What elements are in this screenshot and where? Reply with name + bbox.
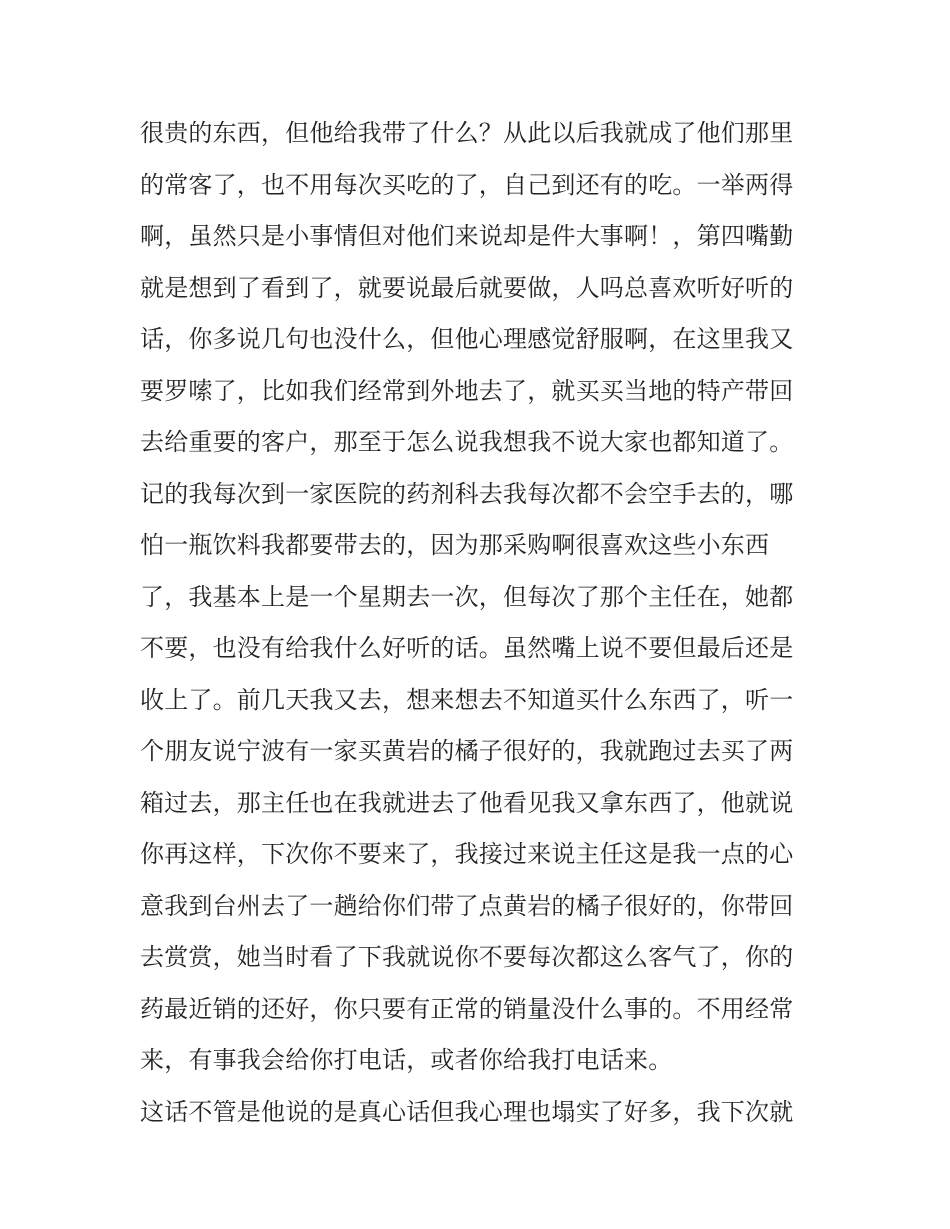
text-line: 啊，虽然只是小事情但对他们来说却是件大事啊！，第四嘴勤 bbox=[140, 222, 794, 250]
text-line: 去给重要的客户，那至于怎么说我想我不说大家也都知道了。 bbox=[140, 428, 794, 456]
text-line: 的常客了，也不用每次买吃的了，自己到还有的吃。一举两得 bbox=[140, 170, 794, 199]
text-line: 来，有事我会给你打电话，或者你给我打电话来。 bbox=[140, 1046, 673, 1074]
text-line: 这话不管是他说的是真心话但我心理也塌实了好多，我下次就 bbox=[140, 1097, 794, 1126]
text-line: 就是想到了看到了，就要说最后就要做，人吗总喜欢听好听的 bbox=[140, 273, 794, 302]
text-line: 收上了。前几天我又去，想来想去不知道买什么东西了，听一 bbox=[140, 685, 794, 714]
text-line: 你再这样，下次你不要来了，我接过来说主任这是我一点的心 bbox=[140, 840, 794, 868]
text-line: 不要，也没有给我什么好听的话。虽然嘴上说不要但最后还是 bbox=[140, 634, 794, 662]
text-line: 话，你多说几句也没什么，但他心理感觉舒服啊，在这里我又 bbox=[140, 325, 794, 353]
text-line: 去赏赏，她当时看了下我就说你不要每次都这么客气了，你的 bbox=[140, 943, 794, 971]
text-line: 很贵的东西，但他给我带了什么？从此以后我就成了他们那里 bbox=[140, 119, 794, 147]
text-line: 意我到台州去了一趟给你们带了点黄岩的橘子很好的，你带回 bbox=[140, 891, 794, 920]
text-line: 了，我基本上是一个星期去一次，但每次了那个主任在，她都 bbox=[140, 582, 794, 611]
text-line: 个朋友说宁波有一家买黄岩的橘子很好的，我就跑过去买了两 bbox=[140, 737, 794, 765]
text-line: 箱过去，那主任也在我就进去了他看见我又拿东西了，他就说 bbox=[140, 788, 794, 817]
text-line: 要罗嗦了，比如我们经常到外地去了，就买买当地的特产带回 bbox=[140, 376, 794, 405]
text-line: 怕一瓶饮料我都要带去的，因为那采购啊很喜欢这些小东西 bbox=[140, 531, 770, 559]
body-text bbox=[140, 108, 820, 1138]
text-line: 记的我每次到一家医院的药剂科去我每次都不会空手去的，哪 bbox=[140, 479, 794, 508]
text-line: 药最近销的还好，你只要有正常的销量没什么事的。不用经常 bbox=[140, 994, 794, 1023]
